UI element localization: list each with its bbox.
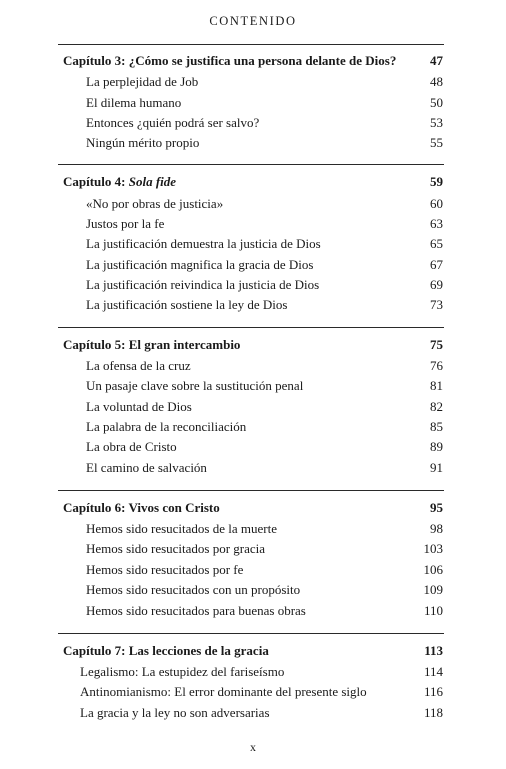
- page-number: 76: [430, 358, 443, 373]
- page-number: 106: [423, 562, 443, 577]
- entry-title: La gracia y la ley no son adversarias: [80, 705, 270, 720]
- entry-title: La justificación sostiene la ley de Dios: [86, 297, 288, 312]
- entry-title: La obra de Cristo: [86, 439, 177, 454]
- toc-entry: [86, 357, 443, 375]
- toc-entry: [86, 73, 443, 91]
- page-number: 114: [423, 664, 443, 679]
- entry-title: Un pasaje clave sobre la sustitución penal: [86, 378, 304, 393]
- page-number: 69: [430, 277, 443, 292]
- page-number: 65: [430, 236, 443, 251]
- entry-title: La perplejidad de Job: [86, 74, 199, 89]
- page-number: 48: [430, 74, 443, 89]
- toc-entry: [86, 540, 443, 558]
- chapter-heading: [63, 642, 443, 660]
- page-number: 118: [423, 705, 443, 720]
- chapter-heading: [63, 173, 443, 191]
- page-number: 47: [430, 53, 443, 68]
- page-number: 95: [430, 500, 443, 515]
- entry-title: El dilema humano: [86, 95, 182, 110]
- page-number: 53: [430, 115, 443, 130]
- toc-entry: [86, 520, 443, 538]
- toc-entry: [86, 418, 443, 436]
- page-number: 89: [430, 439, 443, 454]
- page-number: 55: [430, 135, 443, 150]
- toc-entry: [86, 581, 443, 599]
- entry-title: «No por obras de justicia»: [86, 196, 224, 211]
- chapter-title-emphasis: Sola fide: [128, 174, 177, 189]
- toc-entry: [86, 561, 443, 579]
- entry-title: Legalismo: La estupidez del fariseísmo: [80, 664, 285, 679]
- page-number: 81: [430, 378, 443, 393]
- entry-title: Hemos sido resucitados con un propósito: [86, 582, 301, 597]
- entry-title: Hemos sido resucitados por fe: [86, 562, 244, 577]
- toc-entry: [86, 398, 443, 416]
- entry-title: Entonces ¿quién podrá ser salvo?: [86, 115, 260, 130]
- toc-entry: [80, 683, 443, 701]
- divider: [58, 490, 444, 491]
- toc-entry: [86, 94, 443, 112]
- page-number: 103: [423, 541, 443, 556]
- page-number: 85: [430, 419, 443, 434]
- page-number: 75: [430, 337, 443, 352]
- toc-entry: [86, 296, 443, 314]
- page-number: 113: [424, 643, 443, 658]
- toc-entry: [86, 235, 443, 253]
- chapter-title: Capítulo 5: El gran intercambio: [63, 337, 241, 352]
- chapter-heading: [63, 336, 443, 354]
- entry-title: Justos por la fe: [86, 216, 165, 231]
- toc-entry: [80, 704, 443, 722]
- page-number: 50: [430, 95, 443, 110]
- entry-title: La palabra de la reconciliación: [86, 419, 247, 434]
- page-number: 60: [430, 196, 443, 211]
- entry-title: La justificación reivindica la justicia de Dios: [86, 277, 320, 292]
- page-header: CONTENIDO: [209, 14, 297, 28]
- chapter-title: Capítulo 6: Vivos con Cristo: [63, 500, 220, 515]
- toc-entry: [86, 195, 443, 213]
- chapter-heading: [63, 499, 443, 517]
- toc-entry: [86, 459, 443, 477]
- chapter-title: [63, 173, 176, 191]
- divider: [58, 633, 444, 634]
- entry-title: La ofensa de la cruz: [86, 358, 191, 373]
- page-number: 110: [423, 603, 443, 618]
- divider: [58, 44, 444, 45]
- page-number: 73: [430, 297, 443, 312]
- toc-entry: [86, 377, 443, 395]
- chapter-title: Capítulo 7: Las lecciones de la gracia: [63, 643, 269, 658]
- divider: [58, 164, 444, 165]
- entry-title: Hemos sido resucitados para buenas obras: [86, 603, 306, 618]
- entry-title: Hemos sido resucitados de la muerte: [86, 521, 277, 536]
- entry-title: La justificación demuestra la justicia de Dios: [86, 236, 321, 251]
- entry-title: La justificación magnifica la gracia de Dios: [86, 257, 314, 272]
- toc-entry: [86, 215, 443, 233]
- toc-entry: [86, 134, 443, 152]
- page-number: 109: [423, 582, 443, 597]
- chapter-title-prefix: Capítulo 4:: [63, 174, 129, 189]
- page-number: 91: [430, 460, 443, 475]
- entry-title: El camino de salvación: [86, 460, 207, 475]
- toc-entry: [86, 602, 443, 620]
- page-number: 82: [430, 399, 443, 414]
- toc-entry: [86, 276, 443, 294]
- chapter-title: Capítulo 3: ¿Cómo se justifica una persona delante de Dios?: [63, 53, 397, 68]
- entry-title: La voluntad de Dios: [86, 399, 192, 414]
- entry-title: Ningún mérito propio: [86, 135, 200, 150]
- toc-entry: [80, 663, 443, 681]
- page-number: 67: [430, 257, 443, 272]
- page-number: 59: [430, 174, 443, 189]
- page-number: 63: [430, 216, 443, 231]
- toc-entry: [86, 256, 443, 274]
- page-footer-number: x: [250, 740, 256, 754]
- toc-entry: [86, 438, 443, 456]
- entry-title: Hemos sido resucitados por gracia: [86, 541, 266, 556]
- toc-entry: [86, 114, 443, 132]
- divider: [58, 327, 444, 328]
- entry-title: Antinomianismo: El error dominante del presente siglo: [80, 684, 367, 699]
- page-number: 116: [423, 684, 443, 699]
- chapter-heading: [63, 52, 443, 70]
- page-number: 98: [430, 521, 443, 536]
